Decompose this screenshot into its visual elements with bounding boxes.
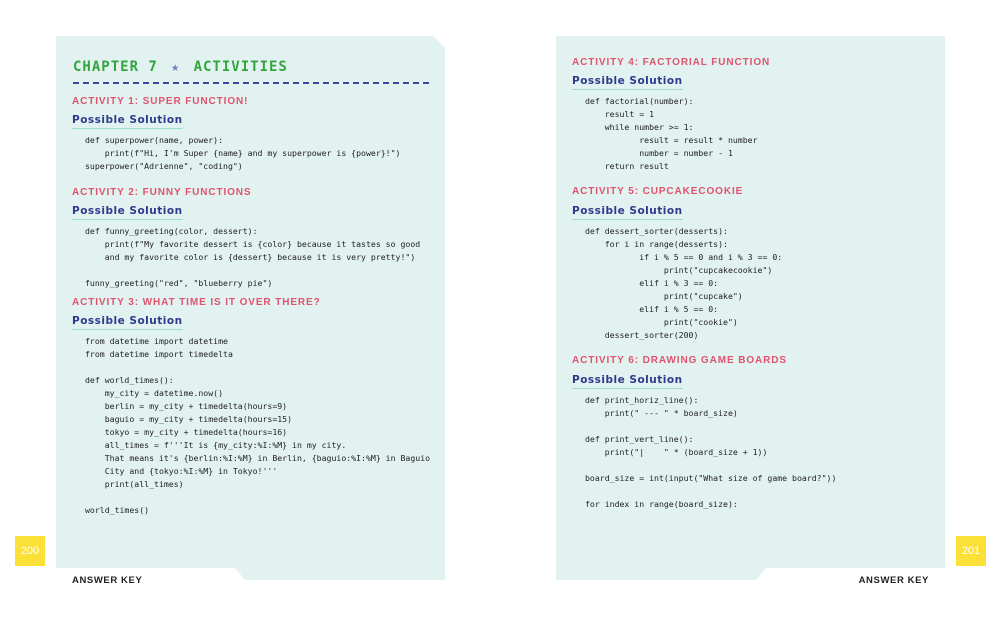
chapter-subtitle: ACTIVITIES [193, 59, 288, 75]
activity-6-solution-label: Possible Solution [572, 374, 683, 389]
activity-1-code: def superpower(name, power): print(f"Hi, I'm Super {name} and my superpower is {power}!") superpower("Adrienne", "coding") [85, 135, 401, 171]
activity-2-solution-label: Possible Solution [72, 205, 183, 220]
star-icon: ★ [171, 60, 181, 75]
activity-5-solution-label: Possible Solution [572, 205, 683, 220]
page-number-tab-right: 201 [956, 536, 986, 566]
activity-4-code: def factorial(number): result = 1 while number >= 1: result = result * number number = number - 1 return result [585, 96, 758, 171]
activity-6-heading: ACTIVITY 6: DRAWING GAME BOARDS [572, 355, 787, 366]
page-number-tab-left: 200 [15, 536, 45, 566]
activity-5-code: def dessert_sorter(desserts): for i in range(desserts): if i % 5 == 0 and i % 3 == 0: print("cupcakecookie") elif i % 3 == 0: print("cupcake") elif i % 5 == 0: print("cookie") dessert_sorter(200) [585, 226, 783, 340]
activity-5-heading: ACTIVITY 5: CUPCAKECOOKIE [572, 186, 744, 197]
activity-3-solution-label: Possible Solution [72, 315, 183, 330]
activity-4-heading: ACTIVITY 4: FACTORIAL FUNCTION [572, 57, 771, 68]
activity-3-heading: ACTIVITY 3: WHAT TIME IS IT OVER THERE? [72, 297, 321, 308]
activity-1-heading: ACTIVITY 1: SUPER FUNCTION! [72, 96, 249, 107]
activity-2-code: def funny_greeting(color, dessert): print(f"My favorite dessert is {color} because it tastes so good and my favorite color is {dessert} because it is very pretty!") funny_greeting("red", "blueberry pie") [85, 226, 421, 288]
footer-answer-key-right: ANSWER KEY [858, 575, 929, 586]
activity-6-code: def print_horiz_line(): print(" --- " * board_size) def print_vert_line(): print("| " * (board_size + 1)) board_size = int(input("What size of game board?")) for index in range(board_size): [585, 395, 837, 509]
chapter-title [73, 59, 288, 75]
activity-4-solution-label: Possible Solution [572, 75, 683, 90]
activity-1-solution-label: Possible Solution [72, 114, 183, 129]
footer-answer-key-left: ANSWER KEY [72, 575, 143, 586]
activity-2-heading: ACTIVITY 2: FUNNY FUNCTIONS [72, 187, 252, 198]
activity-3-code: from datetime import datetime from datetime import timedelta def world_times(): my_city = datetime.now() berlin = my_city + timedelta(hours=9) baguio = my_city + timedelta(hours=15) tokyo = my_city + timedelta(hours=16) all_times = f'''It is {my_city:%I:%M} in my city. That means it's {berlin:%I:%M} in Berlin, {baguio:%I:%M} in Baguio City and {tokyo:%I:%M} in Tokyo!''' print(all_times) world_times() [85, 336, 431, 515]
dashed-divider [73, 82, 429, 84]
chapter-number: CHAPTER 7 [73, 59, 158, 75]
